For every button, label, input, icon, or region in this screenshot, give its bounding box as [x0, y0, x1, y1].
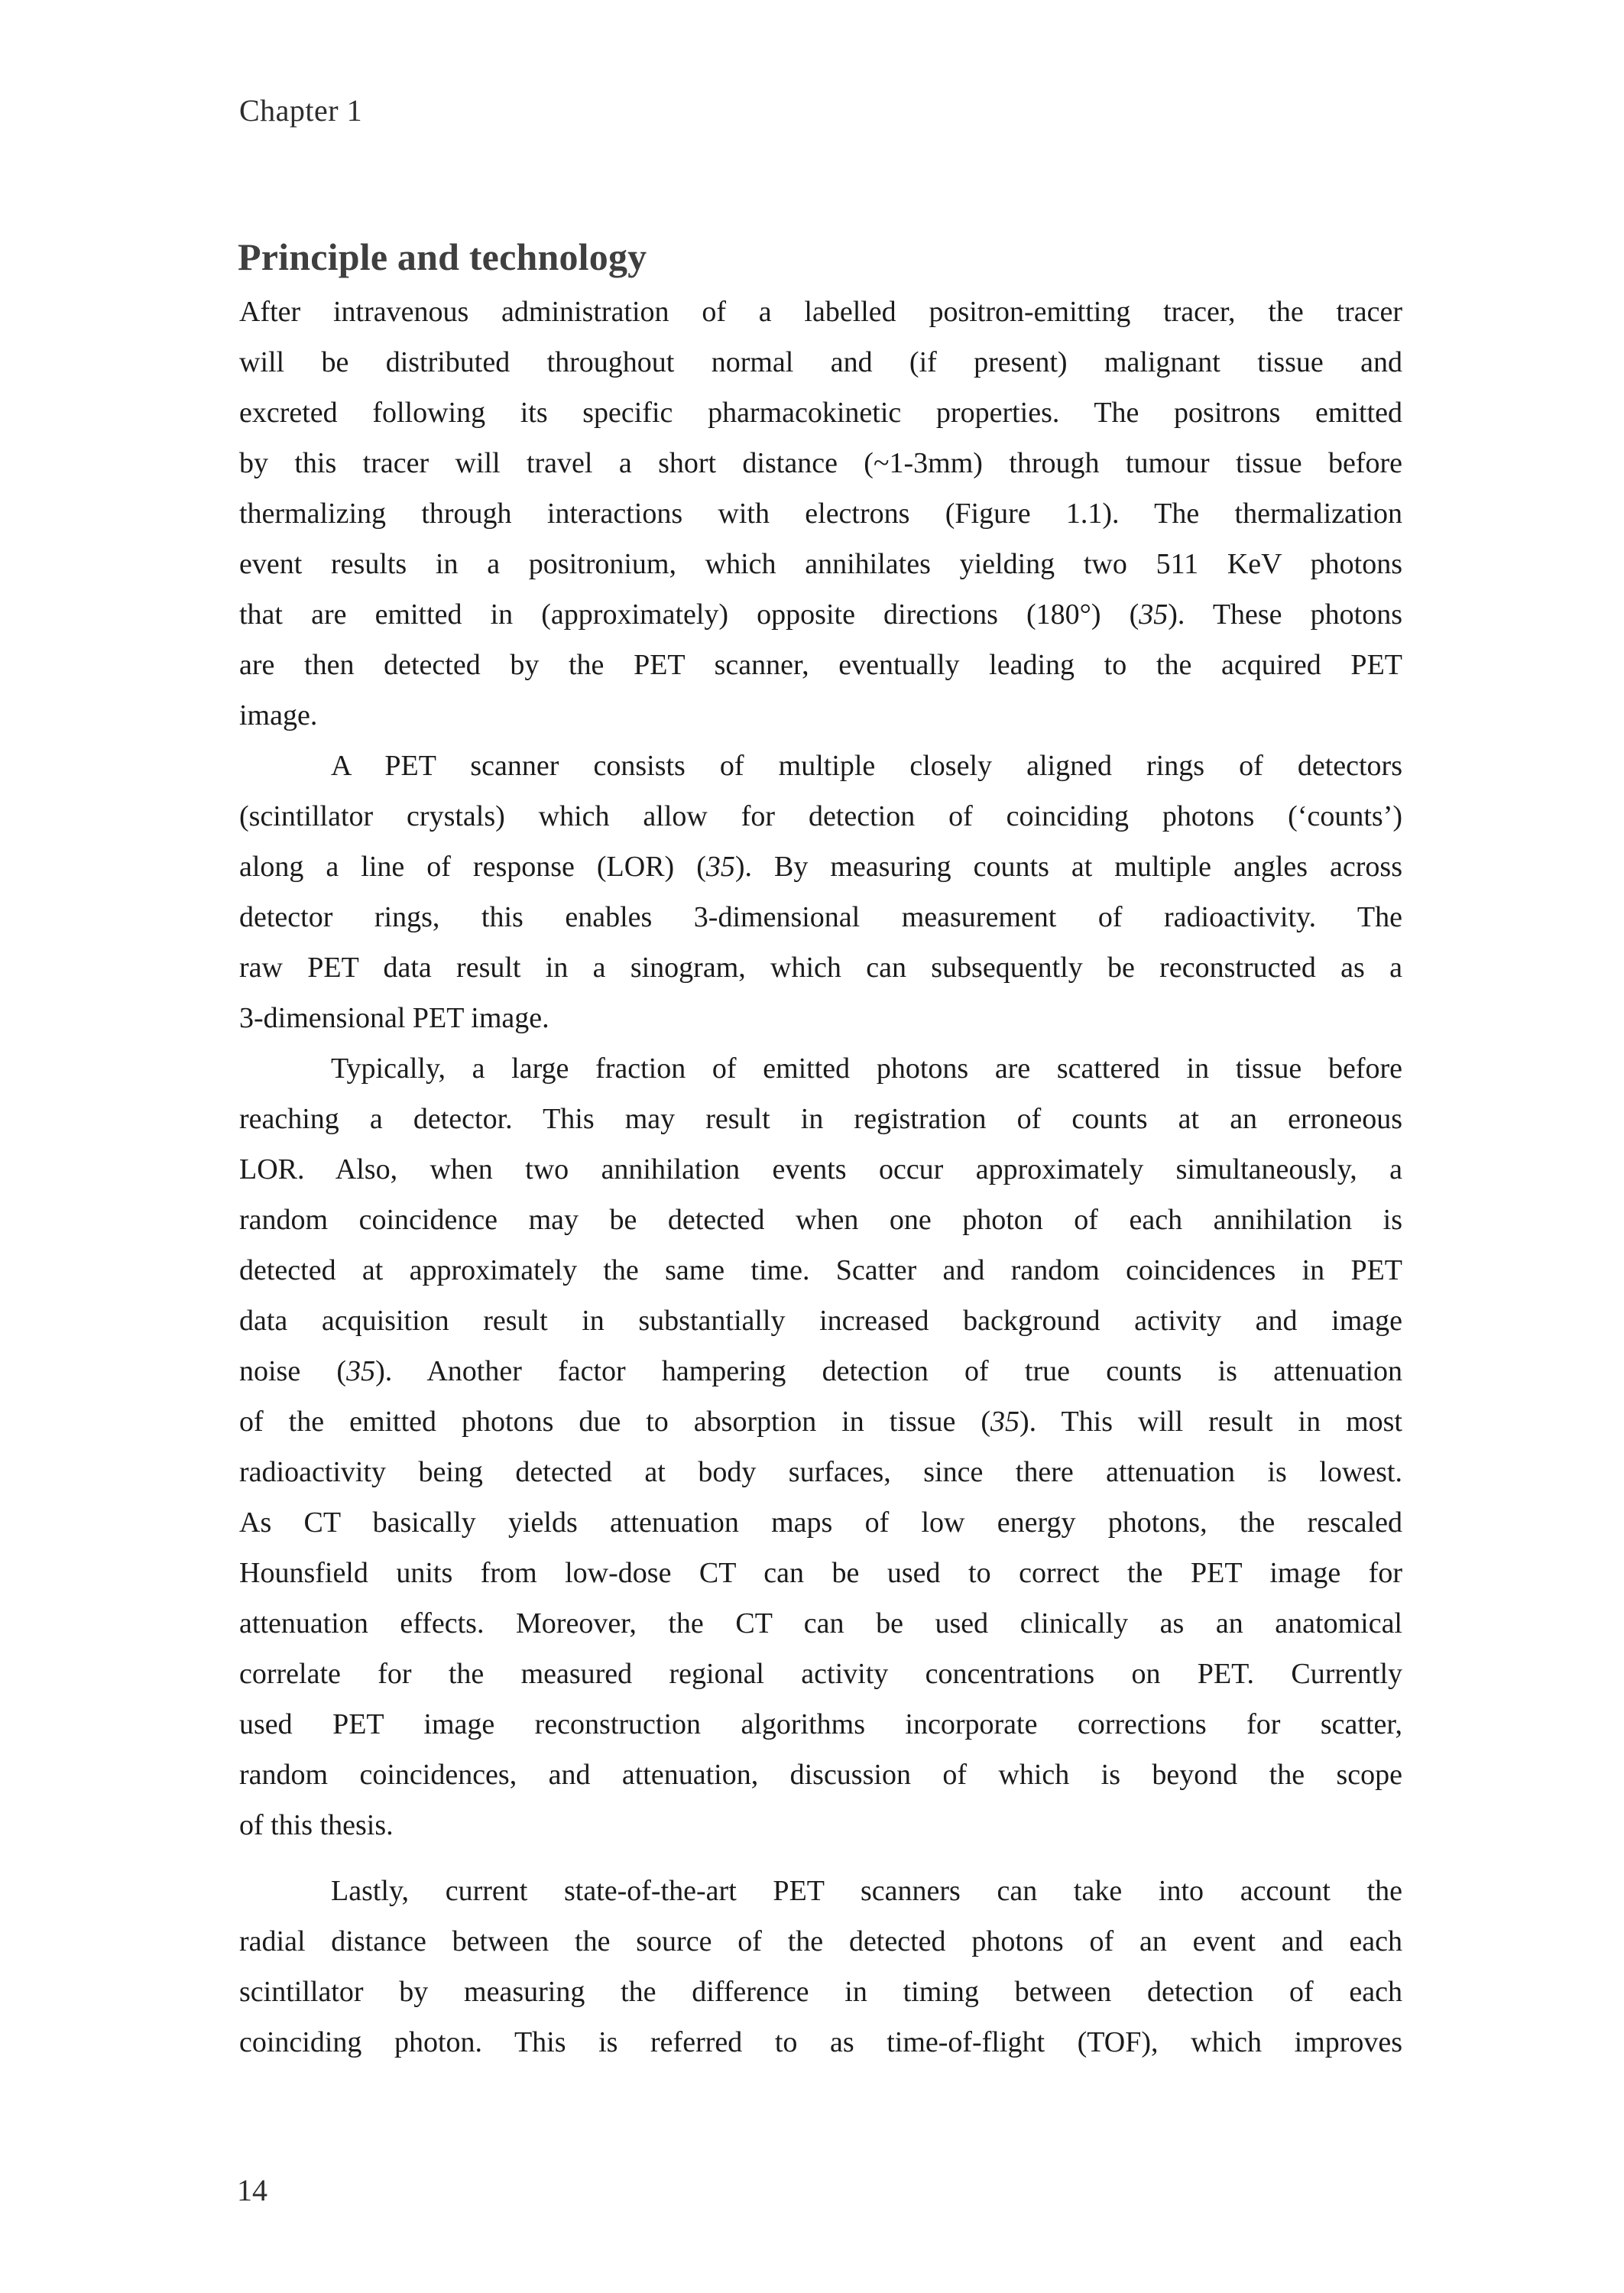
body-line: radioactivity being detected at body surfaces, since there attenuation is lowest.: [239, 1456, 1402, 1488]
body-line: image.: [239, 699, 318, 731]
paragraph-3: [239, 1043, 1402, 1850]
paragraph-1: [239, 287, 1402, 741]
body-line: thermalizing through interactions with electrons (Figure 1.1). The thermalization: [239, 498, 1402, 530]
body-line: detected at approximately the same time. Scatter and random coincidences in PET: [239, 1254, 1402, 1286]
body-line: Lastly, current state-of-the-art PET scanners can take into account the: [331, 1875, 1402, 1907]
body-line: scintillator by measuring the difference in timing between detection of each: [239, 1976, 1402, 2008]
paragraph-2: [239, 741, 1402, 1043]
body-line: event results in a positronium, which annihilates yielding two 511 KeV photons: [239, 548, 1402, 580]
body-line: random coincidence may be detected when one photon of each annihilation is: [239, 1204, 1402, 1236]
body-line: noise (35). Another factor hampering detection of true counts is attenuation: [239, 1355, 1402, 1387]
body-line: attenuation effects. Moreover, the CT can be used clinically as an anatomical: [239, 1607, 1402, 1639]
page-number: 14: [237, 2173, 267, 2207]
chapter-label: Chapter 1: [239, 93, 363, 128]
body-line: that are emitted in (approximately) opposite directions (180°) (35). These photons: [239, 598, 1402, 631]
body-line: correlate for the measured regional activity concentrations on PET. Currently: [239, 1658, 1402, 1690]
body-line: will be distributed throughout normal and (if present) malignant tissue and: [239, 346, 1402, 378]
body-line: of this thesis.: [239, 1809, 394, 1841]
body-text: [239, 287, 1402, 2068]
body-line: raw PET data result in a sinogram, which can subsequently be reconstructed as a: [239, 952, 1402, 984]
body-line: A PET scanner consists of multiple closely aligned rings of detectors: [331, 750, 1402, 782]
body-line: data acquisition result in substantially increased background activity and image: [239, 1305, 1402, 1337]
body-line: random coincidences, and attenuation, discussion of which is beyond the scope: [239, 1759, 1402, 1791]
body-line: LOR. Also, when two annihilation events occur approximately simultaneously, a: [239, 1153, 1402, 1185]
body-line: (scintillator crystals) which allow for detection of coinciding photons (‘counts’): [239, 800, 1402, 832]
paragraph-4: [239, 1866, 1402, 2068]
body-line: As CT basically yields attenuation maps of low energy photons, the rescaled: [239, 1507, 1402, 1539]
body-line: excreted following its specific pharmacokinetic properties. The positrons emitted: [239, 397, 1402, 429]
section-heading: Principle and technology: [238, 235, 647, 278]
body-line: along a line of response (LOR) (35). By measuring counts at multiple angles across: [239, 851, 1402, 883]
body-line: Hounsfield units from low-dose CT can be used to correct the PET image for: [239, 1557, 1402, 1589]
body-line: After intravenous administration of a labelled positron-emitting tracer, the tracer: [239, 296, 1402, 328]
body-line: Typically, a large fraction of emitted photons are scattered in tissue before: [331, 1052, 1402, 1085]
body-line: of the emitted photons due to absorption in tissue (35). This will result in most: [239, 1406, 1402, 1438]
body-line: used PET image reconstruction algorithms incorporate corrections for scatter,: [239, 1708, 1402, 1740]
body-line: coinciding photon. This is referred to as time-of-flight (TOF), which improves: [239, 2026, 1402, 2058]
body-line: radial distance between the source of the detected photons of an event and each: [239, 1925, 1402, 1957]
body-line: detector rings, this enables 3-dimensional measurement of radioactivity. The: [239, 901, 1402, 933]
body-line: by this tracer will travel a short distance (~1-3mm) through tumour tissue before: [239, 447, 1402, 479]
body-line: 3-dimensional PET image.: [239, 1002, 549, 1034]
body-line: are then detected by the PET scanner, eventually leading to the acquired PET: [239, 649, 1402, 681]
body-line: reaching a detector. This may result in registration of counts at an erroneous: [239, 1103, 1402, 1135]
